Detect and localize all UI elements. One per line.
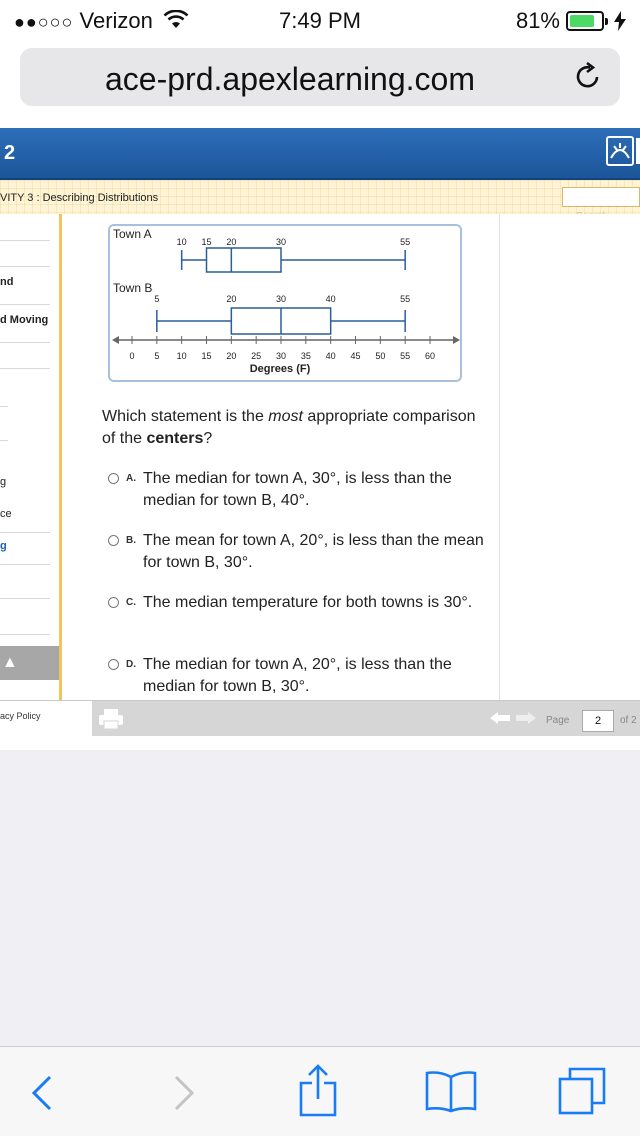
battery-fill	[570, 15, 594, 27]
breadcrumb-bar	[0, 180, 640, 214]
radio-a[interactable]	[108, 473, 119, 484]
boxplot-value-label: 5	[154, 294, 160, 304]
sidebar-item[interactable]: g	[0, 476, 7, 488]
x-tick-label: 30	[275, 351, 287, 361]
x-tick-label: 15	[201, 351, 212, 361]
sidebar-item[interactable]: d Moving	[0, 314, 49, 326]
sidebar-divider	[0, 532, 50, 533]
question-text	[102, 406, 482, 450]
series-name: Town A	[113, 227, 152, 241]
page-label: Page	[546, 715, 570, 726]
boxplot-box	[207, 248, 282, 272]
question-pre: Which statement is the	[102, 408, 269, 425]
x-tick-label: 5	[154, 351, 160, 361]
radio-c[interactable]	[108, 597, 119, 608]
forward-icon[interactable]	[168, 1073, 198, 1113]
search-input[interactable]	[562, 187, 640, 207]
axis-arrow-right	[453, 336, 460, 344]
option-text: The median for town A, 20°, is less than the median for town B, 30°.	[143, 656, 452, 695]
axis-arrow-left	[112, 336, 119, 344]
sidebar-divider	[0, 406, 8, 407]
x-tick-label: 50	[375, 351, 386, 361]
boxplot-value-label: 30	[275, 294, 287, 304]
status-bar	[0, 0, 640, 40]
print-icon[interactable]	[98, 708, 124, 730]
activity-toolbar	[0, 700, 640, 736]
option-letter: A.	[126, 473, 136, 484]
page-count: of 2	[620, 715, 637, 726]
question-post: ?	[203, 430, 213, 447]
empty-area	[0, 750, 640, 1046]
sidebar-divider	[0, 240, 50, 241]
series-name: Town B	[113, 281, 153, 295]
carrier-name: Verizon	[79, 8, 153, 33]
boxplot-chart	[110, 226, 464, 384]
sidebar-item[interactable]: nd	[0, 276, 14, 288]
address-bar[interactable]	[20, 48, 620, 106]
x-tick-label: 35	[300, 351, 311, 361]
x-tick-label: 0	[129, 351, 135, 361]
option-letter: C.	[126, 597, 136, 608]
apex-logo-icon[interactable]	[606, 136, 634, 166]
logo-edge	[636, 138, 640, 164]
signal-icon: ●●○○○	[14, 12, 74, 32]
page-bottom-spacer	[0, 736, 640, 750]
radio-b[interactable]	[108, 535, 119, 546]
radio-d[interactable]	[108, 659, 119, 670]
content-divider	[499, 214, 500, 700]
option-letter: D.	[126, 659, 136, 670]
battery	[516, 8, 626, 34]
x-tick-label: 25	[251, 351, 262, 361]
sidebar-divider	[0, 440, 8, 441]
question-bold: centers	[146, 430, 204, 447]
browser-toolbar	[0, 1046, 640, 1136]
clock: 7:49 PM	[279, 8, 361, 33]
site-header	[0, 128, 640, 180]
boxplot-figure	[108, 224, 462, 382]
page-input[interactable]: 2	[582, 710, 614, 732]
boxplot-value-label: 40	[325, 294, 336, 304]
bookmarks-icon[interactable]	[424, 1069, 478, 1113]
sidebar-item[interactable]: ce	[0, 508, 12, 520]
page-number: 2	[4, 142, 16, 164]
charging-bolt-icon	[614, 11, 626, 31]
breadcrumb: VITY 3 : Describing Distributions	[0, 192, 159, 204]
sidebar-divider	[0, 598, 50, 599]
battery-percent: 81%	[515, 8, 560, 33]
back-icon[interactable]	[28, 1073, 58, 1113]
reload-icon[interactable]	[572, 60, 604, 92]
x-axis-label: Degrees (F)	[249, 363, 311, 375]
sidebar-divider	[0, 634, 50, 635]
boxplot-value-label: 20	[226, 294, 237, 304]
sidebar-divider	[0, 266, 50, 267]
boxplot-value-label: 30	[275, 237, 287, 247]
up-arrow-icon: ▲	[2, 654, 18, 671]
url-text[interactable]: ace-prd.apexlearning.com	[105, 61, 475, 97]
x-tick-label: 60	[424, 351, 436, 361]
boxplot-value-label: 20	[226, 237, 237, 247]
boxplot-value-label: 10	[176, 237, 187, 247]
option-text: The mean for town A, 20°, is less than the mean for town B, 30°.	[143, 532, 484, 571]
previous-page-icon[interactable]	[490, 712, 510, 724]
question-emphasis: most	[268, 408, 303, 425]
battery-icon	[566, 11, 604, 31]
question-mid: appropriate comparison of the	[102, 408, 476, 447]
x-tick-label: 45	[350, 351, 361, 361]
sidebar-divider	[0, 368, 50, 369]
boxplot-value-label: 55	[400, 237, 411, 247]
x-tick-label: 10	[176, 351, 187, 361]
scroll-up-button[interactable]	[0, 646, 59, 680]
option-text: The median for town A, 30°, is less than the median for town B, 40°.	[143, 470, 452, 509]
browser-chrome	[0, 40, 640, 120]
option-text: The median temperature for both towns is 30°.	[143, 594, 473, 611]
x-tick-label: 55	[400, 351, 411, 361]
option-letter: B.	[126, 535, 136, 546]
x-tick-label: 20	[226, 351, 237, 361]
sidebar-item-active[interactable]: g	[0, 540, 7, 552]
tabs-icon[interactable]	[556, 1065, 608, 1117]
boxplot-value-label: 55	[400, 294, 411, 304]
sidebar-divider	[0, 304, 50, 305]
privacy-policy-link[interactable]: acy Policy	[0, 701, 92, 737]
share-icon[interactable]	[298, 1063, 338, 1117]
x-tick-label: 40	[325, 351, 336, 361]
sidebar-divider	[0, 342, 50, 343]
boxplot-value-label: 15	[201, 237, 212, 247]
sidebar	[0, 214, 62, 700]
sidebar-divider	[0, 564, 50, 565]
next-page-icon[interactable]	[516, 712, 536, 724]
